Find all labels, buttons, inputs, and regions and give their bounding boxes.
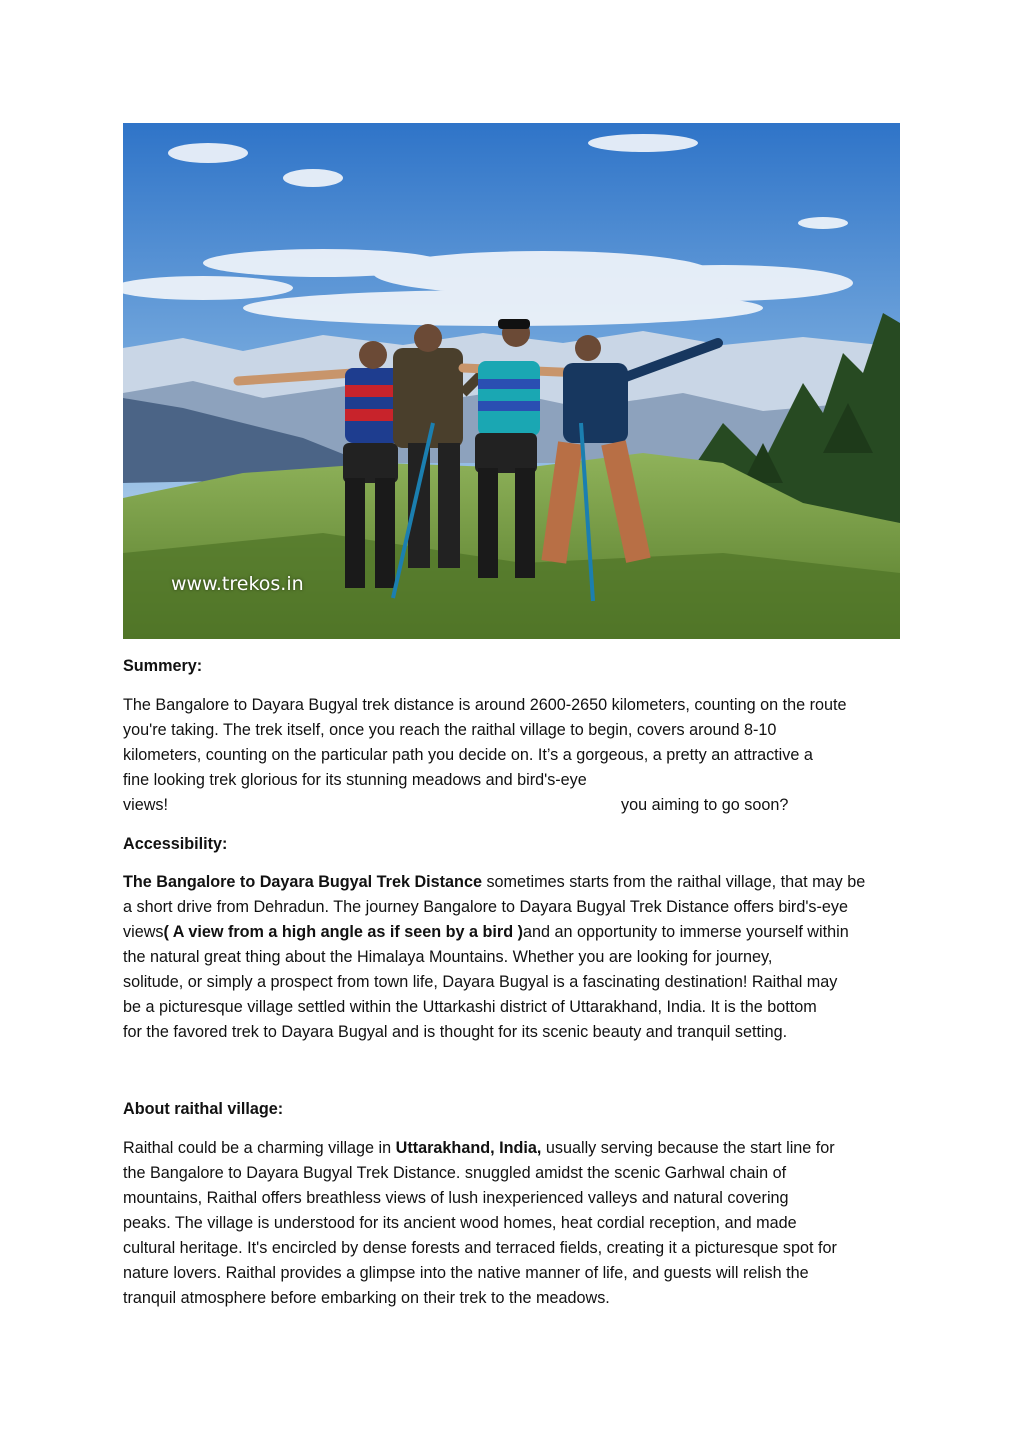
photo-watermark: www.trekos.in <box>171 573 304 595</box>
summary-line: The Bangalore to Dayara Bugyal trek distance is around 2600-2650 kilometers, counting on the route <box>123 696 847 714</box>
about-line1-pre: Raithal could be a charming village in <box>123 1139 396 1157</box>
summary-line: you're taking. The trek itself, once you reach the raithal village to begin, covers around 8-10 <box>123 721 777 739</box>
accessibility-body <box>123 870 903 1045</box>
accessibility-line3-rest: and an opportunity to immerse yourself within <box>522 923 849 941</box>
accessibility-line1-rest: sometimes starts from the raithal village, that may be <box>481 873 866 891</box>
summary-last-left: views! <box>123 796 168 814</box>
about-line1-rest: usually serving because the start line for <box>541 1139 835 1157</box>
accessibility-bold-phrase: The Bangalore to Dayara Bugyal Trek Distance <box>123 873 482 891</box>
accessibility-line <box>123 870 903 895</box>
accessibility-line: solitude, or simply a prospect from town life, Dayara Bugyal is a fascinating destination! Raithal may <box>123 973 838 991</box>
accessibility-bold-definition: ( A view from a high angle as if seen by a bird ) <box>163 923 523 941</box>
accessibility-line: the natural great thing about the Himalaya Mountains. Whether you are looking for journey, <box>123 948 773 966</box>
accessibility-line: for the favored trek to Dayara Bugyal and is thought for its scenic beauty and tranquil setting. <box>123 1023 788 1041</box>
summary-body <box>123 693 903 818</box>
accessibility-line <box>123 920 903 945</box>
trek-photo-illustration <box>123 123 900 639</box>
about-line: cultural heritage. It's encircled by dense forests and terraced fields, creating it a picturesque spot for <box>123 1239 837 1257</box>
about-line: the Bangalore to Dayara Bugyal Trek Distance. snuggled amidst the scenic Garhwal chain of <box>123 1164 787 1182</box>
about-line: peaks. The village is understood for its ancient wood homes, heat cordial reception, and made <box>123 1214 797 1232</box>
about-line: tranquil atmosphere before embarking on their trek to the meadows. <box>123 1289 610 1307</box>
accessibility-line: a short drive from Dehradun. The journey Bangalore to Dayara Bugyal Trek Distance offers bird's-eye <box>123 898 848 916</box>
about-line: mountains, Raithal offers breathless views of lush inexperienced valleys and natural covering <box>123 1189 789 1207</box>
summary-section <box>123 654 903 679</box>
about-heading: About raithal village: <box>123 1100 284 1118</box>
about-bold-location: Uttarakhand, India, <box>395 1139 542 1157</box>
summary-line: fine looking trek glorious for its stunning meadows and bird's-eye <box>123 771 587 789</box>
about-line <box>123 1136 903 1161</box>
accessibility-line: be a picturesque village settled within the Uttarkashi district of Uttarakhand, India. It is the bottom <box>123 998 817 1016</box>
trek-photo <box>123 123 900 639</box>
accessibility-line3-pre: views <box>123 923 164 941</box>
accessibility-heading: Accessibility: <box>123 835 228 853</box>
about-section <box>123 1097 903 1122</box>
about-line: nature lovers. Raithal provides a glimpse into the native manner of life, and guests will relish the <box>123 1264 809 1282</box>
summary-line: kilometers, counting on the particular path you decide on. It’s a gorgeous, a pretty an attractive a <box>123 746 813 764</box>
summary-heading: Summery: <box>123 657 203 675</box>
accessibility-section <box>123 832 903 857</box>
summary-last-line <box>123 793 903 818</box>
summary-last-right: you aiming to go soon? <box>621 796 789 814</box>
about-body <box>123 1136 903 1311</box>
